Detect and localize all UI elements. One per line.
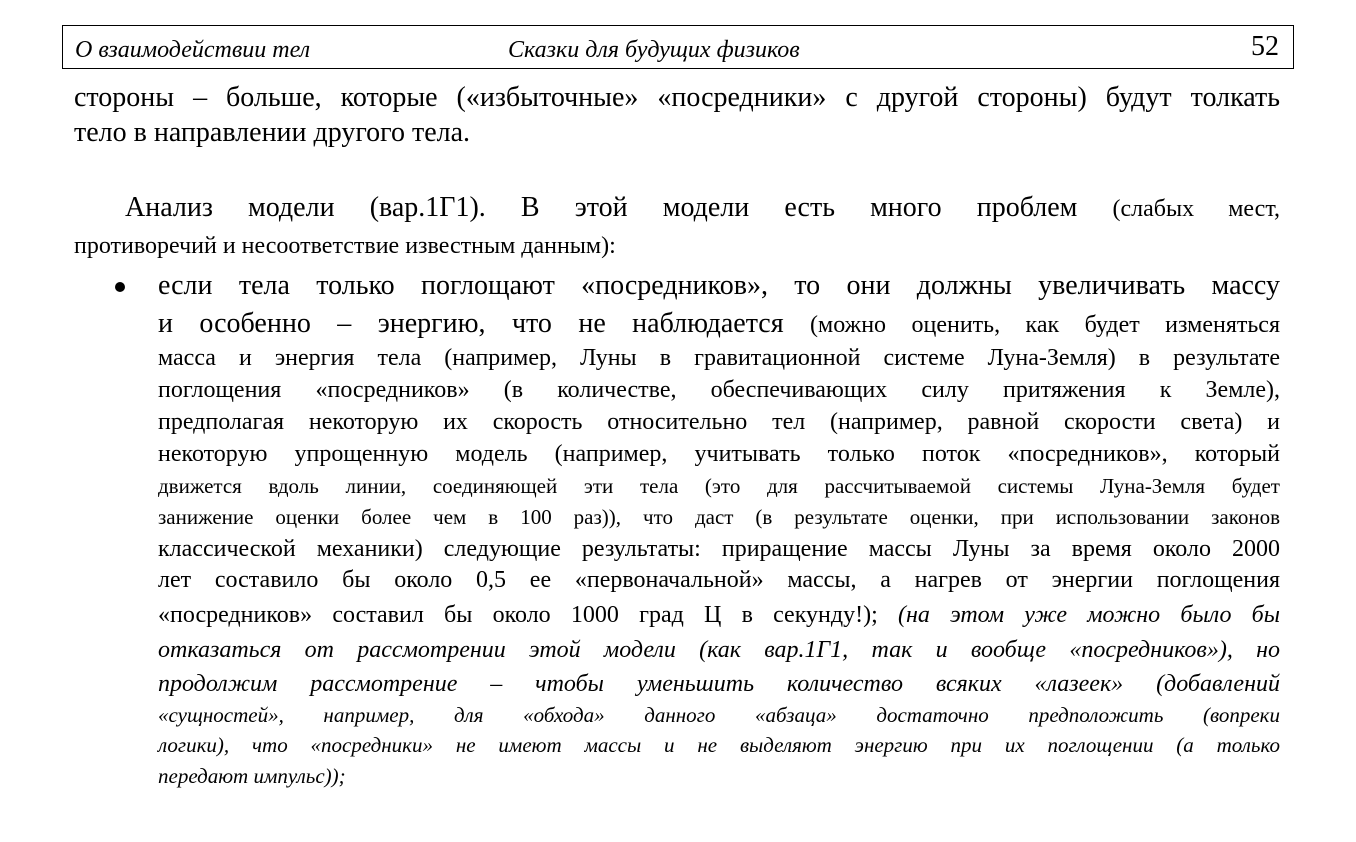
bullet-line-2 — [158, 310, 1280, 338]
intro-line-1: стороны – больше, которые («избыточные» «посредники» с другой стороны) будут толкать — [74, 82, 1280, 113]
bullet-line-15: логики), что «посредники» не имеют массы и не выделяют энергию при их поглощении (а только — [158, 733, 1280, 757]
bullet-line-11-main: «посредников» составил бы около 1000 град Ц в секунду!); — [158, 602, 878, 628]
bullet-line-7: движется вдоль линии, соединяющей эти тела (это для рассчитываемой системы Луна-Земля будет — [158, 474, 1280, 498]
analysis-line-1-main: Анализ модели (вар.1Г1). В этой модели есть много проблем — [125, 192, 1078, 223]
bullet-marker — [112, 278, 130, 296]
bullet-line-11 — [158, 603, 1280, 627]
bullet-line-5: предполагая некоторую их скорость относительно тел (например, равной скорости света) и — [158, 409, 1280, 435]
bullet-line-12: отказаться от рассмотрении этой модели (как вар.1Г1, так и вообще «посредников»), но — [158, 637, 1280, 663]
bullet-line-8: занижение оценки более чем в 100 раз)), что даст (в результате оценки, при использовании законов — [158, 505, 1280, 529]
analysis-line-1-aside: (слабых мест, — [1112, 196, 1281, 222]
header-chapter-title: О взаимодействии тел — [75, 37, 311, 63]
analysis-line-1 — [125, 194, 1280, 222]
page-number: 52 — [1251, 31, 1279, 62]
bullet-line-2-aside: (можно оценить, как будет изменяться — [810, 312, 1280, 338]
bullet-line-11-italic: (на этом уже можно было бы — [897, 602, 1281, 628]
analysis-line-2: противоречий и несоответствие известным данным): — [74, 233, 616, 259]
bullet-line-3: масса и энергия тела (например, Луны в гравитационной системе Луна-Земля) в результате — [158, 345, 1280, 371]
bullet-line-4: поглощения «посредников» (в количестве, обеспечивающих силу притяжения к Земле), — [158, 377, 1280, 403]
intro-line-2: тело в направлении другого тела. — [74, 117, 471, 148]
bullet-line-9: классической механики) следующие результаты: приращение массы Луны за время около 2000 — [158, 536, 1280, 562]
bullet-line-2-main: и особенно – энергию, что не наблюдается — [158, 308, 784, 339]
bullet-line-6: некоторую упрощенную модель (например, учитывать только поток «посредников», который — [158, 441, 1280, 467]
page-header — [62, 25, 1294, 69]
header-book-title: Сказки для будущих физиков — [508, 37, 800, 63]
bullet-line-1: если тела только поглощают «посредников», то они должны увеличивать массу — [158, 270, 1280, 301]
bullet-line-10: лет составило бы около 0,5 ее «первоначальной» массы, а нагрев от энергии поглощения — [158, 567, 1280, 593]
bullet-line-14: «сущностей», например, для «обхода» данного «абзаца» достаточно предположить (вопреки — [158, 703, 1280, 727]
bullet-line-16: передают импульс)); — [158, 764, 346, 788]
bullet-line-13: продолжим рассмотрение – чтобы уменьшить количество всяких «лазеек» (добавлений — [158, 671, 1280, 697]
